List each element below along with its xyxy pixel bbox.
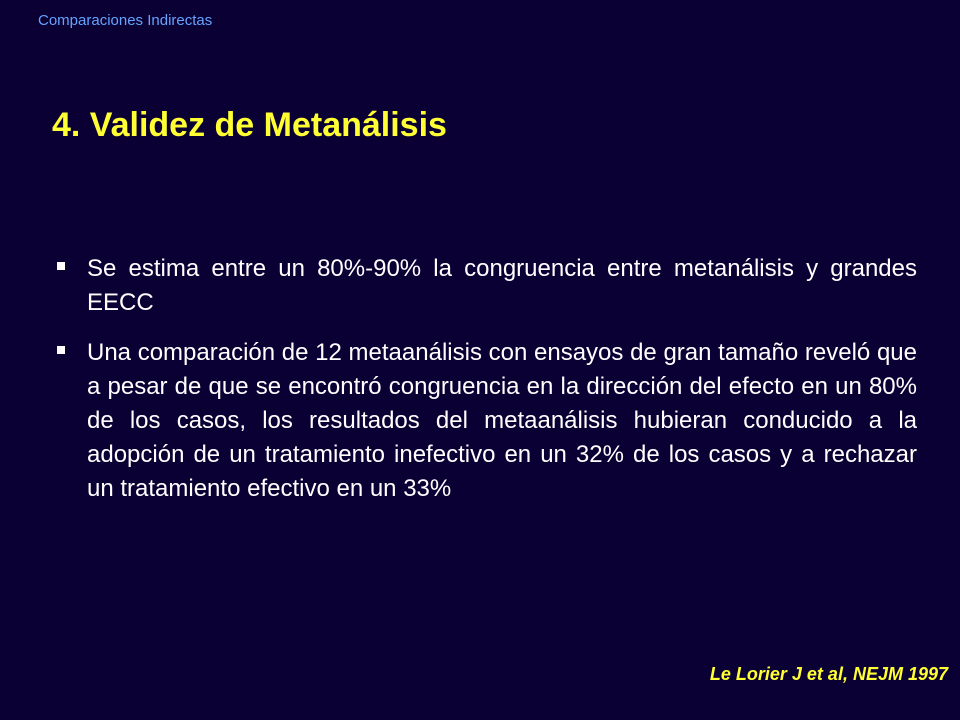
square-bullet-icon	[55, 336, 87, 354]
bullet-item	[55, 252, 917, 320]
bullet-text: Se estima entre un 80%-90% la congruencia entre metanálisis y grandes EECC	[87, 255, 917, 316]
citation: Le Lorier J et al, NEJM 1997	[709, 664, 948, 684]
square-bullet-icon	[55, 252, 87, 270]
bullet-item	[55, 336, 917, 506]
bullet-text: Una comparación de 12 metaanálisis con ensayos de gran tamaño reveló que a pesar de que se encontró congruencia en la dirección del efecto en un 80% de los casos, los resultados del metaanálisis hubieran conducido a la adopción de un tratamiento inefectivo en un 32% de los casos y a rechazar un tratamiento efectivo en un 33%	[87, 339, 917, 502]
slide-title: 4. Validez de Metanálisis	[52, 106, 447, 144]
header-label: Comparaciones Indirectas	[38, 12, 213, 29]
bullet-list	[55, 252, 917, 522]
